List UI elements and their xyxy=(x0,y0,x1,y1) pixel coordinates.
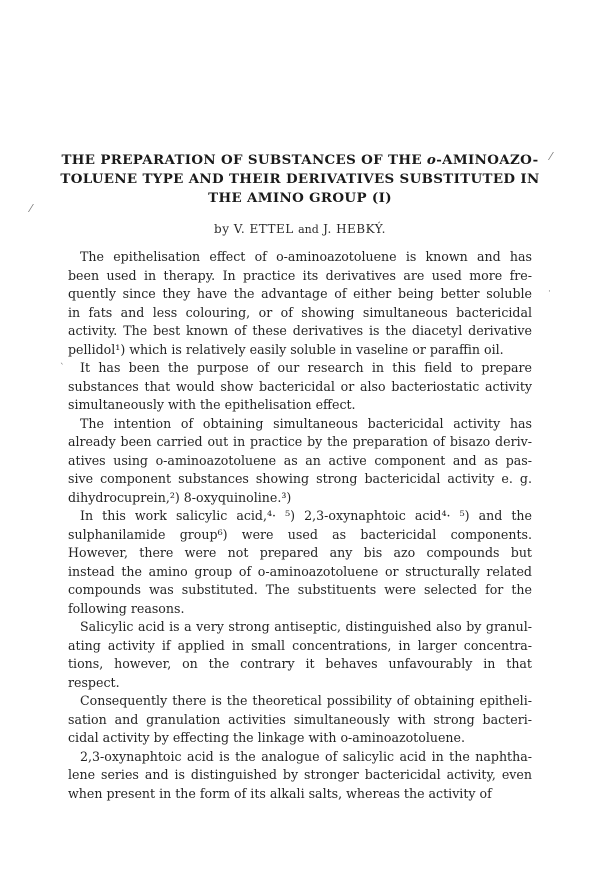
paragraph xyxy=(68,248,532,359)
paragraph xyxy=(68,618,532,692)
text-line: tions, however, on the contrary it behaves unfavourably in that xyxy=(68,656,532,671)
text-line: respect. xyxy=(68,674,120,690)
text-line: sive component substances showing strong bactericidal activity e. g. xyxy=(68,471,532,486)
text-line: quently since they have the advantage of either being better soluble xyxy=(68,286,532,301)
article-body xyxy=(68,248,532,803)
text-line: when present in the form of its alkali salts, whereas the activity of xyxy=(68,785,492,801)
title-line-1 xyxy=(60,151,540,170)
paragraph xyxy=(68,748,532,804)
text-line: pellidol¹) which is relatively easily soluble in vaseline or paraffin oil. xyxy=(68,341,504,357)
article-title xyxy=(60,151,540,208)
text-line: following reasons. xyxy=(68,600,185,616)
text-line: been used in therapy. In practice its derivatives are used more fre- xyxy=(68,267,532,283)
author-line xyxy=(60,221,540,238)
text-line: Salicylic acid is a very strong antiseptic, distinguished also by granul- xyxy=(80,619,532,634)
paragraph xyxy=(68,415,532,508)
paragraph xyxy=(68,692,532,748)
title-line-1-italic: o xyxy=(426,152,437,168)
text-line: It has been the purpose of our research in this field to prepare xyxy=(80,360,532,375)
text-line: instead the amino group of o-aminoazotoluene or structurally related xyxy=(68,563,532,579)
text-line: substances that would show bactericidal or also bacteriostatic activity xyxy=(68,378,532,394)
author-connector: and xyxy=(298,223,319,236)
text-line: In this work salicylic acid,⁴· ⁵) 2,3-oxynaphtoic acid⁴· ⁵) and the xyxy=(80,508,532,523)
margin-mark-left-mid: ˋ xyxy=(60,363,65,373)
text-line: lene series and is distinguished by stronger bactericidal activity, even xyxy=(68,767,532,782)
text-line: already been carried out in practice by the preparation of bisazo deriv- xyxy=(68,434,532,449)
text-line: Consequently there is the theoretical possibility of obtaining epitheli- xyxy=(80,693,532,708)
text-line: cidal activity by effecting the linkage with o-aminoazotoluene. xyxy=(68,730,465,745)
margin-mark-right-top: ⁄ xyxy=(550,150,552,163)
text-line: 2,3-oxynaphtoic acid is the analogue of salicylic acid in the naphtha- xyxy=(80,748,532,764)
text-line: The intention of obtaining simultaneous bactericidal activity has xyxy=(80,415,532,431)
text-line: However, there were not prepared any bis azo compounds but xyxy=(68,545,532,560)
author-first: by V. ETTEL xyxy=(214,222,294,236)
author-second: J. HEBKÝ. xyxy=(323,222,386,236)
text-line: sation and granulation activities simultaneously with strong bacteri- xyxy=(68,711,532,727)
paragraph xyxy=(68,359,532,415)
text-line: in fats and less colouring, or of showing simultaneous bactericidal xyxy=(68,304,532,320)
title-line-2: TOLUENE TYPE AND THEIR DERIVATIVES SUBSTITUTED IN xyxy=(60,171,540,187)
margin-mark-left: ⁄ xyxy=(30,202,32,215)
title-line-1-end: -AMINOAZO- xyxy=(436,152,539,168)
text-line: compounds was substituted. The substituents were selected for the xyxy=(68,582,532,597)
title-line-3: THE AMINO GROUP (I) xyxy=(208,190,392,206)
text-line: The epithelisation effect of o-aminoazotoluene is known and has xyxy=(80,249,532,264)
title-line-1-start: THE PREPARATION OF SUBSTANCES OF THE xyxy=(61,152,427,168)
margin-mark-right-mid: · xyxy=(548,287,551,297)
paragraph xyxy=(68,507,532,618)
text-line: atives using o-aminoazotoluene as an active component and as pas- xyxy=(68,452,532,468)
text-line: sulphanilamide group⁶) were used as bactericidal components. xyxy=(68,526,532,542)
text-line: activity. The best known of these derivatives is the diacetyl derivative xyxy=(68,323,532,338)
text-line: ating activity if applied in small concentrations, in larger concentra- xyxy=(68,637,532,653)
text-line: simultaneously with the epithelisation effect. xyxy=(68,397,356,412)
text-line: dihydrocuprein,²) 8-oxyquinoline.³) xyxy=(68,489,292,505)
